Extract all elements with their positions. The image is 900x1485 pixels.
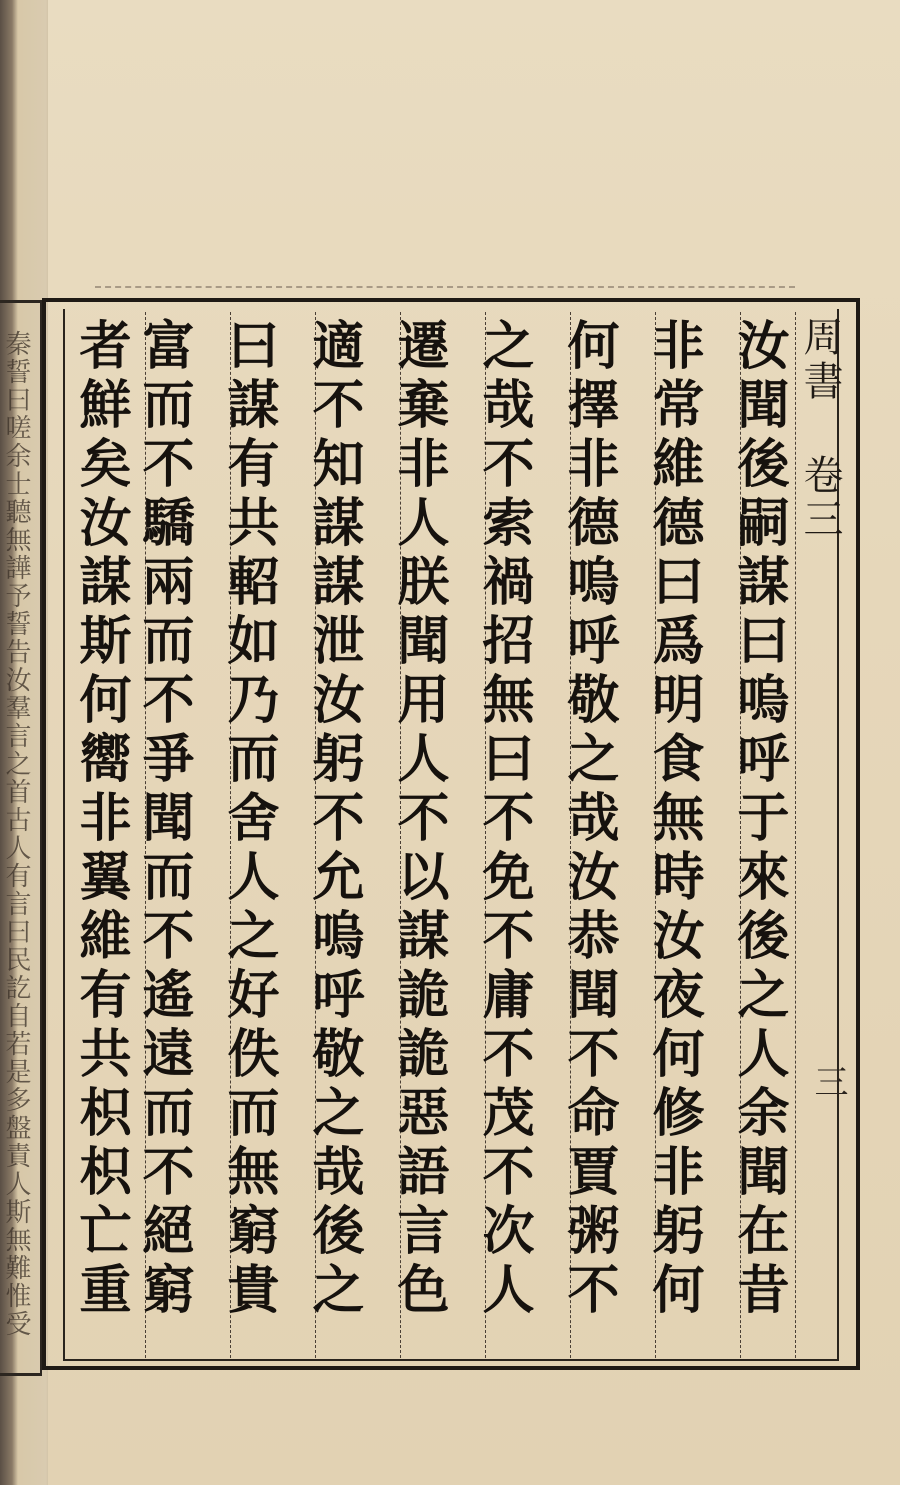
text-column-3: 何擇非德嗚呼敬之哉汝恭聞不命賈粥不 xyxy=(558,318,619,1321)
text-column-9: 者鮮矣汝謀斯何嚮非翼維有共枳枳亡重 xyxy=(70,318,131,1321)
chapter-label: 卷三 xyxy=(797,454,843,542)
text-column-7: 曰謀有共軺如乃而舍人之好佚而無窮貴 xyxy=(218,318,279,1321)
text-column-1: 汝聞後嗣謀曰嗚呼于來後之人余聞在昔 xyxy=(728,318,789,1321)
text-column-5: 遷棄非人朕聞用人不以謀詭詭惡語言色 xyxy=(388,318,449,1321)
page-header xyxy=(797,316,843,706)
previous-page-text: 秦誓曰嗟余士聽無譁予誓告汝羣言之首古人有言曰民訖自若是多盤責人斯無難惟受 xyxy=(1,330,31,1338)
book-title: 周書 xyxy=(797,316,843,404)
text-column-4: 之哉不索禍招無曰不免不庸不茂不次人 xyxy=(473,318,534,1321)
text-column-2: 非常維德曰爲明食無時汝夜何修非躬何 xyxy=(643,318,704,1321)
folio-number: 三 xyxy=(808,1064,848,1098)
top-printing-marks xyxy=(95,286,795,294)
text-column-6: 適不知謀謀泄汝躬不允嗚呼敬之哉後之 xyxy=(303,318,364,1321)
text-column-8: 富而不驕兩而不爭聞而不遙遠而不絕窮 xyxy=(133,318,194,1321)
